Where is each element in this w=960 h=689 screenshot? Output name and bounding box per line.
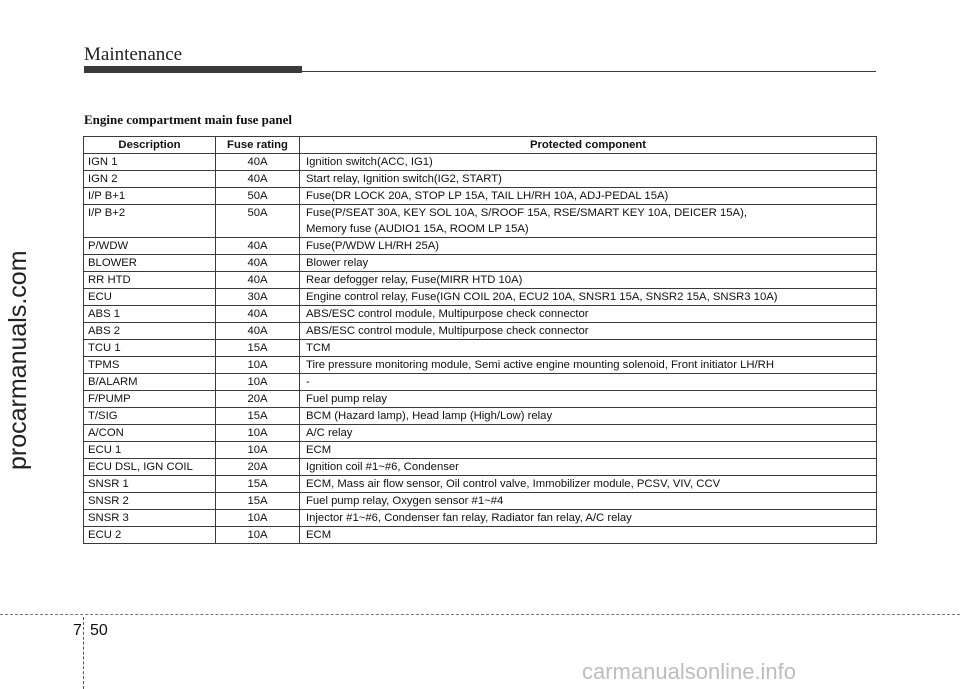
fuse-rating: 10A	[216, 357, 300, 374]
fuse-rating: 40A	[216, 272, 300, 289]
fuse-description: B/ALARM	[84, 374, 216, 391]
protected-component-line: A/C relay	[306, 427, 353, 439]
protected-component	[300, 425, 877, 442]
table-row	[84, 238, 877, 255]
header-rule	[302, 71, 876, 72]
fuse-description: I/P B+2	[84, 205, 216, 238]
table-row	[84, 493, 877, 510]
protected-component	[300, 171, 877, 188]
protected-component	[300, 323, 877, 340]
table-row	[84, 442, 877, 459]
fuse-rating: 20A	[216, 459, 300, 476]
protected-component	[300, 357, 877, 374]
footer-rule	[0, 614, 960, 615]
fuse-rating: 40A	[216, 323, 300, 340]
table-row	[84, 374, 877, 391]
protected-component-line: Fuse(P/SEAT 30A, KEY SOL 10A, S/ROOF 15A, RSE/SMART KEY 10A, DEICER 15A),	[306, 207, 747, 219]
protected-component-line: TCM	[306, 342, 331, 354]
protected-component	[300, 476, 877, 493]
fuse-description: ECU	[84, 289, 216, 306]
table-row	[84, 408, 877, 425]
fuse-rating: 10A	[216, 510, 300, 527]
fuse-description: ABS 1	[84, 306, 216, 323]
protected-component	[300, 510, 877, 527]
fuse-rating: 40A	[216, 306, 300, 323]
page-header-title: Maintenance	[84, 44, 183, 65]
table-row	[84, 289, 877, 306]
protected-component	[300, 238, 877, 255]
fuse-rating: 30A	[216, 289, 300, 306]
fuse-rating: 40A	[216, 255, 300, 272]
fuse-description: T/SIG	[84, 408, 216, 425]
fuse-description: ABS 2	[84, 323, 216, 340]
protected-component-line: Memory fuse (AUDIO1 15A, ROOM LP 15A)	[306, 223, 529, 235]
protected-component-line: ECM, Mass air flow sensor, Oil control valve, Immobilizer module, PCSV, VIV, CCV	[306, 478, 721, 490]
fuse-description: ECU DSL, IGN COIL	[84, 459, 216, 476]
fuse-rating: 50A	[216, 188, 300, 205]
fuse-description: ECU 2	[84, 527, 216, 544]
protected-component-line: Injector #1~#6, Condenser fan relay, Radiator fan relay, A/C relay	[306, 512, 632, 524]
fuse-description: RR HTD	[84, 272, 216, 289]
fuse-description: SNSR 2	[84, 493, 216, 510]
table-row	[84, 391, 877, 408]
fuse-description: SNSR 1	[84, 476, 216, 493]
protected-component-line: BCM (Hazard lamp), Head lamp (High/Low) relay	[306, 410, 553, 422]
header-description: Description	[84, 137, 216, 154]
protected-component-line: ABS/ESC control module, Multipurpose check connector	[306, 308, 589, 320]
protected-component	[300, 205, 877, 238]
table-row	[84, 357, 877, 374]
protected-component	[300, 340, 877, 357]
page-number: 50	[90, 622, 108, 639]
header-bar	[84, 66, 302, 73]
header-fuse-rating: Fuse rating	[216, 137, 300, 154]
protected-component	[300, 391, 877, 408]
table-row	[84, 510, 877, 527]
fuse-rating: 50A	[216, 205, 300, 238]
protected-component	[300, 374, 877, 391]
fuse-description: TPMS	[84, 357, 216, 374]
section-title: Engine compartment main fuse panel	[84, 112, 292, 127]
fuse-description: BLOWER	[84, 255, 216, 272]
table-header-row	[84, 137, 877, 154]
fuse-description: SNSR 3	[84, 510, 216, 527]
protected-component-line: Tire pressure monitoring module, Semi active engine mounting solenoid, Front initiator LH/RH	[306, 359, 774, 371]
fuse-rating: 10A	[216, 425, 300, 442]
fuse-description: TCU 1	[84, 340, 216, 357]
protected-component-line: Ignition coil #1~#6, Condenser	[306, 461, 459, 473]
fuse-rating: 15A	[216, 476, 300, 493]
fuse-rating: 10A	[216, 442, 300, 459]
protected-component-line: ECM	[306, 529, 332, 541]
fuse-description: IGN 1	[84, 154, 216, 171]
table-row	[84, 255, 877, 272]
fuse-rating: 10A	[216, 527, 300, 544]
fuse-rating: 40A	[216, 154, 300, 171]
fuse-description: IGN 2	[84, 171, 216, 188]
fuse-table	[83, 136, 877, 544]
protected-component-line: Fuse(DR LOCK 20A, STOP LP 15A, TAIL LH/RH 10A, ADJ-PEDAL 15A)	[306, 190, 669, 202]
protected-component-line: Rear defogger relay, Fuse(MIRR HTD 10A)	[306, 274, 523, 286]
protected-component-line: Fuel pump relay	[306, 393, 387, 405]
table-row	[84, 154, 877, 171]
protected-component	[300, 188, 877, 205]
table-row	[84, 459, 877, 476]
protected-component	[300, 306, 877, 323]
fuse-description: A/CON	[84, 425, 216, 442]
protected-component	[300, 527, 877, 544]
protected-component	[300, 154, 877, 171]
protected-component	[300, 459, 877, 476]
fuse-description: F/PUMP	[84, 391, 216, 408]
protected-component	[300, 493, 877, 510]
table-body	[84, 154, 877, 544]
fuse-description: I/P B+1	[84, 188, 216, 205]
table-row	[84, 527, 877, 544]
protected-component-line: -	[306, 376, 310, 388]
protected-component-line: Blower relay	[306, 257, 369, 269]
protected-component-line: Fuse(P/WDW LH/RH 25A)	[306, 240, 440, 252]
fuse-rating: 15A	[216, 493, 300, 510]
protected-component	[300, 255, 877, 272]
fuse-rating: 20A	[216, 391, 300, 408]
fuse-rating: 15A	[216, 340, 300, 357]
table-row	[84, 425, 877, 442]
protected-component	[300, 408, 877, 425]
fuse-rating: 40A	[216, 171, 300, 188]
protected-component-line: ECM	[306, 444, 332, 456]
table-row	[84, 171, 877, 188]
fuse-description: P/WDW	[84, 238, 216, 255]
table-row	[84, 188, 877, 205]
table-row	[84, 340, 877, 357]
table-row	[84, 205, 877, 238]
chapter-number: 7	[73, 622, 82, 639]
watermark-left: procarmanuals.com	[4, 250, 32, 470]
table-row	[84, 306, 877, 323]
fuse-rating: 10A	[216, 374, 300, 391]
watermark-bottom: carmanualsonline.info	[582, 659, 797, 684]
protected-component-line: Fuel pump relay, Oxygen sensor #1~#4	[306, 495, 504, 507]
fuse-rating: 15A	[216, 408, 300, 425]
fuse-description: ECU 1	[84, 442, 216, 459]
protected-component	[300, 289, 877, 306]
table-row	[84, 272, 877, 289]
header-protected-component: Protected component	[300, 137, 877, 154]
protected-component	[300, 442, 877, 459]
table-row	[84, 476, 877, 493]
protected-component-line: Engine control relay, Fuse(IGN COIL 20A, ECU2 10A, SNSR1 15A, SNSR2 15A, SNSR3 10A)	[306, 291, 778, 303]
protected-component	[300, 272, 877, 289]
table-row	[84, 323, 877, 340]
fuse-rating: 40A	[216, 238, 300, 255]
protected-component-line: Start relay, Ignition switch(IG2, START)	[306, 173, 502, 185]
protected-component-line: Ignition switch(ACC, IG1)	[306, 156, 433, 168]
protected-component-line: ABS/ESC control module, Multipurpose check connector	[306, 325, 589, 337]
page-divider	[83, 617, 84, 689]
